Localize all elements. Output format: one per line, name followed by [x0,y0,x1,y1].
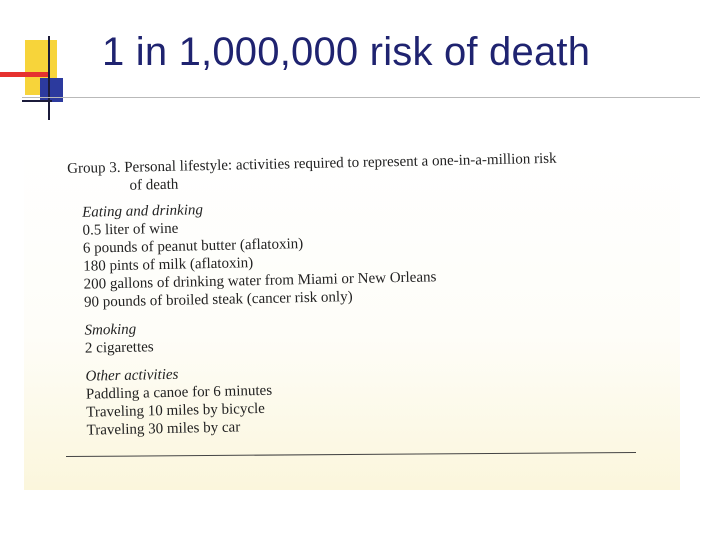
title-underline [22,97,700,98]
scanned-text [67,148,663,440]
decor-dark-tick [22,100,52,102]
scanned-table-image [24,146,680,490]
slide-title: 1 in 1,000,000 risk of death [102,30,591,74]
list-item: 180 pints of milk (aflatoxin) [83,255,254,275]
list-item: 90 pounds of broiled steak (cancer risk only) [83,289,353,311]
list-item: 2 cigarettes [84,339,154,357]
list-item: Paddling a canoe for 6 minutes [85,382,273,403]
table-bottom-rule [66,452,636,457]
decor-vertical-line [48,36,50,120]
list-item: Traveling 10 miles by bicycle [86,400,266,421]
list-item: 0.5 liter of wine [82,220,179,239]
list-item: 6 pounds of peanut butter (aflatoxin) [82,236,304,257]
section-title-other: Other activities [85,366,179,385]
decor-red-bar [0,72,50,77]
group-heading: Group 3. Personal lifestyle: activities required to represent a one-in-a-million risk [67,150,557,177]
section-title-eating: Eating and drinking [81,202,204,221]
decor-blue-block [40,78,63,102]
group-heading-continued: of death [129,176,179,194]
list-item: 200 gallons of drinking water from Miami or New Orleans [83,269,437,293]
section-title-smoking: Smoking [84,321,137,339]
list-item: Traveling 30 miles by car [86,419,241,439]
